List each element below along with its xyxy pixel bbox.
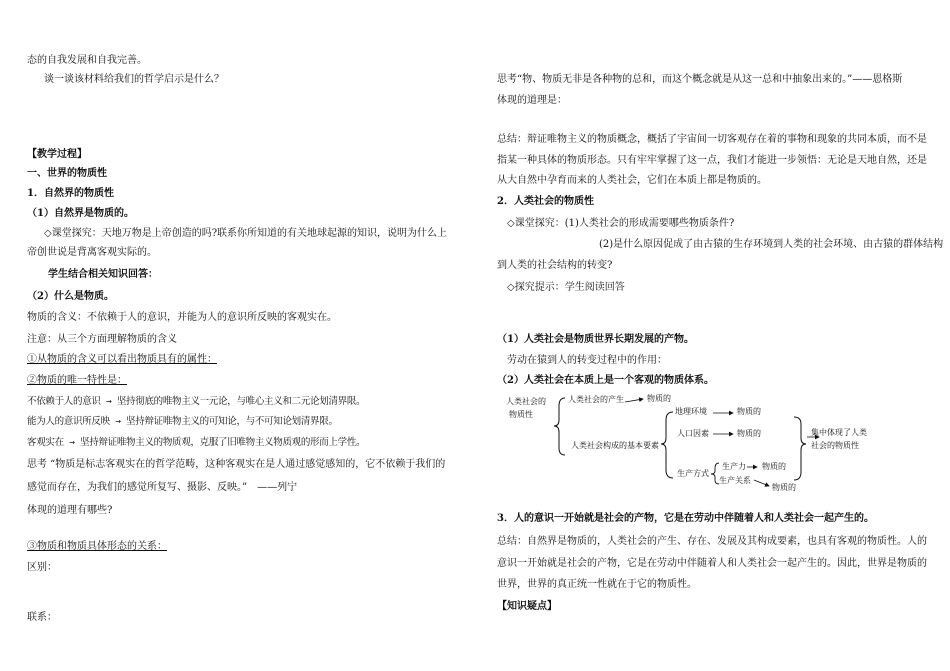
diagram-lines <box>475 0 950 671</box>
diagram-conclusion: 社会的物质性 <box>811 441 859 450</box>
text-line: 态的自我发展和自我完善。 <box>27 55 147 66</box>
summary-line: 从大自然中孕育而来的人类社会，它们在本质上都是物质的。 <box>497 175 767 186</box>
section-heading: 一、世界的物质性 <box>27 168 107 179</box>
point-heading: （2）什么是物质。 <box>27 291 114 302</box>
summary-line: 总结：自然界是物质的，人类社会的产生、存在、发展及其构成要素，也具有客观的物质性。人的 <box>497 536 927 547</box>
classroom-inquiry: ◇课堂探究：(1)人类社会的形成需要哪些物质条件? <box>507 218 735 229</box>
diagram-node: 生产方式 <box>677 469 709 478</box>
point-heading: （1）自然界是物质的。 <box>27 208 134 219</box>
text-line: 体现的道理是： <box>497 95 567 106</box>
text-line: 到人类的社会结构的转变? <box>497 260 613 271</box>
quote-line: 思考 “物质是标志客观实在的哲学范畴，这种客观实在是人通过感觉感知的，它不依赖于我们的 <box>27 459 446 470</box>
diagram-node: 物质的 <box>762 462 786 471</box>
summary-line: 指某一种具体的物质形态。只有牢牢掌握了这一点，我们才能进一步领悟：无论是天地自然，还是 <box>497 155 927 166</box>
text-line: 体现的道理有哪些? <box>27 505 113 516</box>
classroom-inquiry: (2)是什么原因促成了由古猿的生存环境到人类的社会环境、由古猿的群体结构 <box>599 239 944 250</box>
diagram-conclusion: 集中体现了人类 <box>811 428 867 437</box>
diagram-node: 人类社会构成的基本要素 <box>571 441 659 450</box>
text-line: 区别： <box>27 562 57 573</box>
quote-line: 感觉而存在，为我们的感觉所复写、摄影、反映。” ——列宁 <box>27 482 298 493</box>
section-heading: 【教学过程】 <box>27 149 87 160</box>
point-heading: （1）人类社会是物质世界长期发展的产物。 <box>497 334 694 345</box>
point-heading: （2）人类社会在本质上是一个客观的物质体系。 <box>497 375 714 386</box>
diagram-node: 生产关系 <box>719 476 751 485</box>
summary-line: 意识一开始就是社会的产物，它是在劳动中伴随着人和人类社会一起产生的。因此，世界是物质的 <box>497 558 927 569</box>
diagram-node: 人口因素 <box>677 429 709 438</box>
summary-line: 总结：辩证唯物主义的物质概念，概括了宇宙间一切客观存在着的事物和现象的共同本质，而不是 <box>497 134 927 145</box>
text-line: 联系： <box>27 612 57 623</box>
text-line: 劳动在猿到人的转变过程中的作用： <box>507 355 667 366</box>
quote-line: 思考“物、物质无非是各种物的总和，而这个概念就是从这一总和中抽象出来的。”——恩格斯 <box>497 74 903 85</box>
numbered-item: ①从物质的含义可以看出物质具有的属性： <box>27 354 217 365</box>
subsection-heading: 2．人类社会的物质性 <box>497 196 594 207</box>
diagram-node: 人类社会的产生 <box>568 395 624 404</box>
diagram-node: 物质的 <box>772 483 796 492</box>
subsection-heading: 3．人的意识一开始就是社会的产物，它是在劳动中伴随着人和人类社会一起产生的。 <box>497 513 874 524</box>
text-line: 学生结合相关知识回答： <box>48 269 158 280</box>
summary-line: 世界，世界的真正统一性就在于它的物质性。 <box>497 579 697 590</box>
definition-line: 物质的含义：不依赖于人的意识，并能为人的意识所反映的客观实在。 <box>27 312 337 323</box>
diagram-node: 地理环境 <box>675 407 707 416</box>
handwritten-line: 客观实在 → 坚持辩证唯物主义的物质观，克服了旧唯物主义物质观的形而上学性。 <box>27 437 366 448</box>
diagram-node: 物质的 <box>737 429 761 438</box>
diagram-node: 物质的 <box>647 394 671 403</box>
diagram-node: 物质的 <box>737 407 761 416</box>
handwritten-line: 不依赖于人的意识 → 坚持彻底的唯物主义一元论，与唯心主义和二元论划清界限。 <box>27 396 366 407</box>
inquiry-tip: ◇探究提示：学生阅读回答 <box>507 282 625 293</box>
text-line: 帝创世说是背离客观实际的。 <box>27 247 157 258</box>
diagram-node: 生产力 <box>722 462 746 471</box>
classroom-inquiry: ◇课堂探究：天地万物是上帝创造的吗?联系你所知道的有关地球起源的知识，说明为什么上 <box>44 228 448 239</box>
handwritten-line: 能为人的意识所反映 → 坚持辩证唯物主义的可知论，与不可知论划清界限。 <box>27 416 338 427</box>
subsection-heading: 1．自然界的物质性 <box>27 188 114 199</box>
numbered-item: ③物质和物质具体形态的关系： <box>27 541 167 552</box>
section-heading: 【知识疑点】 <box>497 601 557 612</box>
diagram-root-label: 物质性 <box>509 410 533 419</box>
note-line: 注意：从三个方面理解物质的含义 <box>27 334 177 345</box>
numbered-item: ②物质的唯一特性是： <box>27 375 127 386</box>
question-line: 谈一谈该材料给我们的哲学启示是什么？ <box>44 74 224 85</box>
diagram-root-label: 人类社会的 <box>506 397 546 406</box>
